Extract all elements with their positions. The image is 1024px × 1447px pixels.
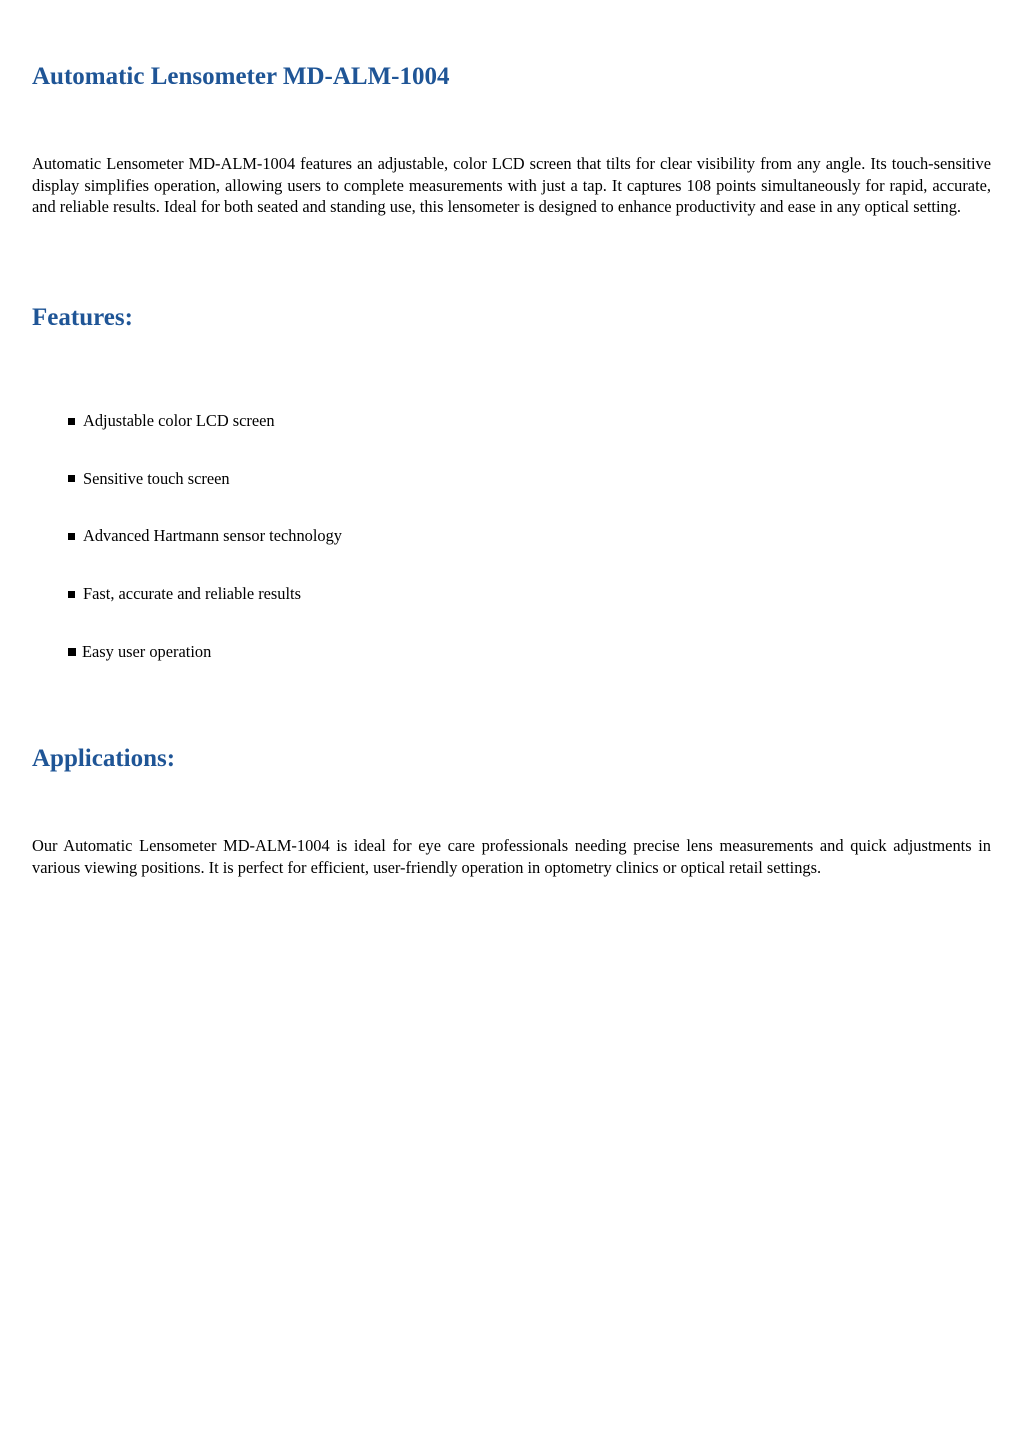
square-bullet-icon — [68, 591, 75, 598]
square-bullet-icon — [68, 418, 75, 425]
feature-item — [68, 641, 342, 699]
feature-item — [68, 583, 342, 641]
feature-item-label: Adjustable color LCD screen — [83, 411, 275, 430]
features-list — [68, 410, 342, 698]
square-bullet-icon — [68, 648, 76, 656]
square-bullet-icon — [68, 533, 75, 540]
intro-paragraph: Automatic Lensometer MD-ALM-1004 features an adjustable, color LCD screen that tilts for clear visibility from any angle. Its touch-sensitive display simplifies operation, allowing users to complete measurements with just a tap. It captures 108 points simultaneously for rapid, accurate, and reliable results. Ideal for both seated and standing use, this lensometer is designed to enhance productivity and ease in any optical setting. — [32, 154, 991, 216]
feature-item-label: Easy user operation — [82, 641, 212, 661]
feature-item — [68, 468, 342, 526]
square-bullet-icon — [68, 475, 75, 482]
feature-item-label: Sensitive touch screen — [83, 468, 230, 488]
applications-heading: Applications: — [32, 745, 176, 772]
feature-item-label: Advanced Hartmann sensor technology — [83, 526, 342, 546]
feature-item-label: Fast, accurate and reliable results — [83, 584, 301, 604]
applications-paragraph: Our Automatic Lensometer MD-ALM-1004 is ideal for eye care professionals needing precise lens measurements and quick adjustments in various viewing positions. It is perfect for efficient, user-friendly operation in optometry clinics or optical retail settings. — [32, 836, 991, 877]
features-heading: Features: — [32, 304, 133, 331]
page-title: Automatic Lensometer MD-ALM-1004 — [32, 63, 450, 90]
feature-item — [68, 525, 342, 583]
feature-item — [68, 410, 342, 468]
